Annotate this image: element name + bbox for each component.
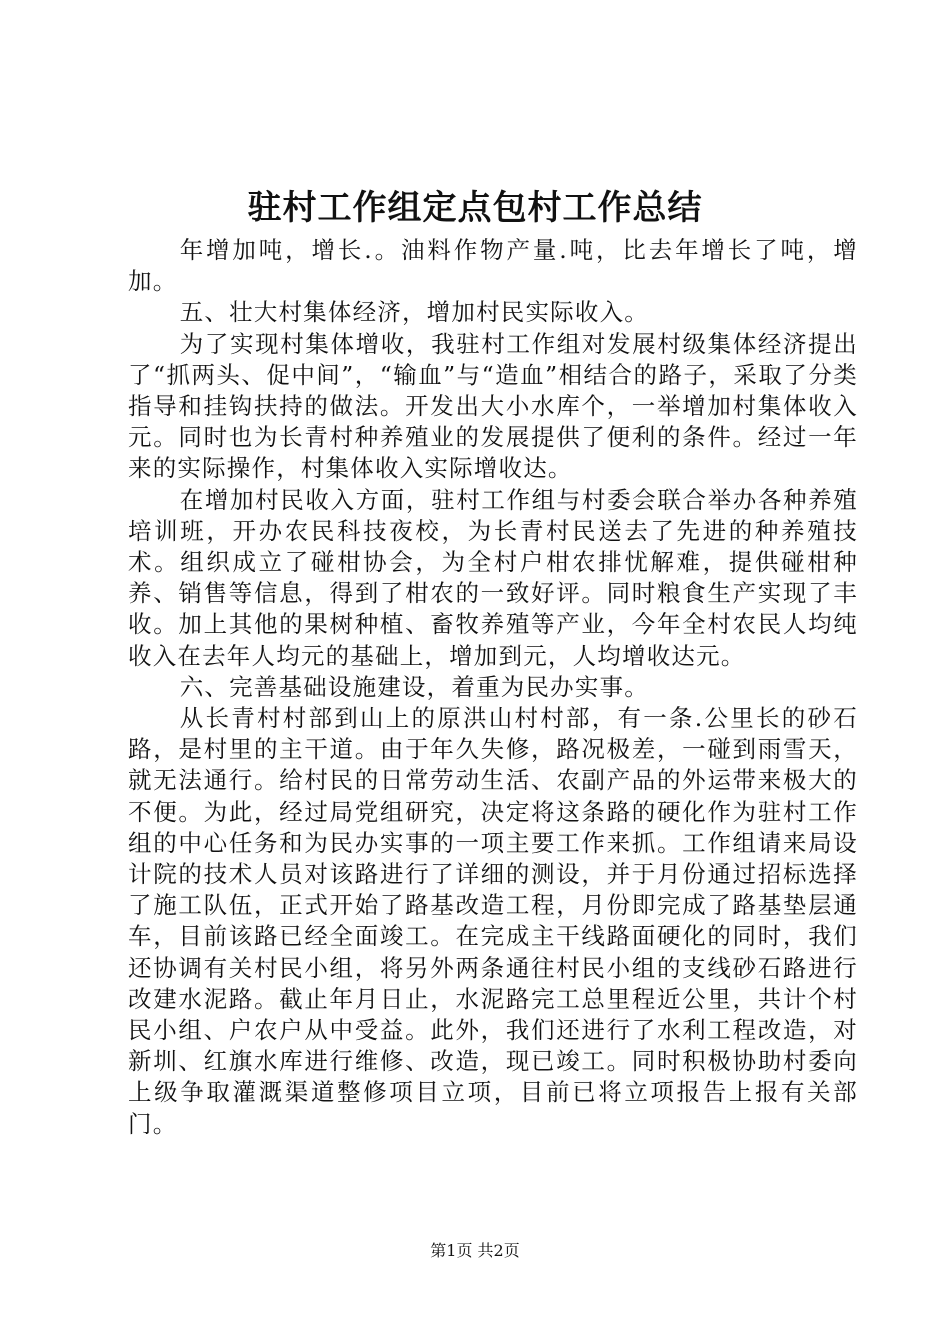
body-paragraph: 为了实现村集体增收，我驻村工作组对发展村级集体经济提出了“抓两头、促中间”，“输血”与“造血”相结合的路子，采取了分类指导和挂钩扶持的做法。开发出大小水库个，一举增加村集体收入元。同时也为长青村种养殖业的发展提供了便利的条件。经过一年来的实际操作，村集体收入实际增收达。 [128,329,858,483]
body-paragraph: 年增加吨，增长.。油料作物产量.吨，比去年增长了吨，增加。 [128,236,858,296]
section-heading: 五、壮大村集体经济，增加村民实际收入。 [179,298,649,327]
document-title: 驻村工作组定点包村工作总结 [247,188,703,228]
body-paragraph: 从长青村村部到山上的原洪山村村部，有一条.公里长的砂石路，是村里的主干道。由于年久失修，路况极差，一碰到雨雪天，就无法通行。给村民的日常劳动生活、农副产品的外运带来极大的不便。为此，经过局党组研究，决定将这条路的硬化作为驻村工作组的中心任务和为民办实事的一项主要工作来抓。工作组请来局设计院的技术人员对该路进行了详细的测设，并于月份通过招标选择了施工队伍，正式开始了路基改造工程，月份即完成了路基垫层通车，目前该路已经全面竣工。在完成主干线路面硬化的同时，我们还协调有关村民小组，将另外两条通往村民小组的支线砂石路进行改建水泥路。截止年月日止，水泥路完工总里程近公里，共计个村民小组、户农户从中受益。此外，我们还进行了水利工程改造，对新圳、红旗水库进行维修、改造，现已竣工。同时积极协助村委向上级争取灌溉渠道整修项目立项，目前已将立项报告上报有关部门。 [128,704,858,1138]
body-paragraph: 在增加村民收入方面，驻村工作组与村委会联合举办各种养殖培训班，开办农民科技夜校，为长青村民送去了先进的种养殖技术。组织成立了碰柑协会，为全村户柑农排忧解难，提供碰柑种养、销售等信息，得到了柑农的一致好评。同时粮食生产实现了丰收。加上其他的果树种植、畜牧养殖等产业，今年全村农民人均纯收入在去年人均元的基础上，增加到元，人均增收达元。 [128,485,858,670]
document-body [128,235,858,1140]
page-number-footer: 第1页 共2页 [430,1241,520,1260]
section-heading: 六、完善基础设施建设，着重为民办实事。 [179,672,649,701]
